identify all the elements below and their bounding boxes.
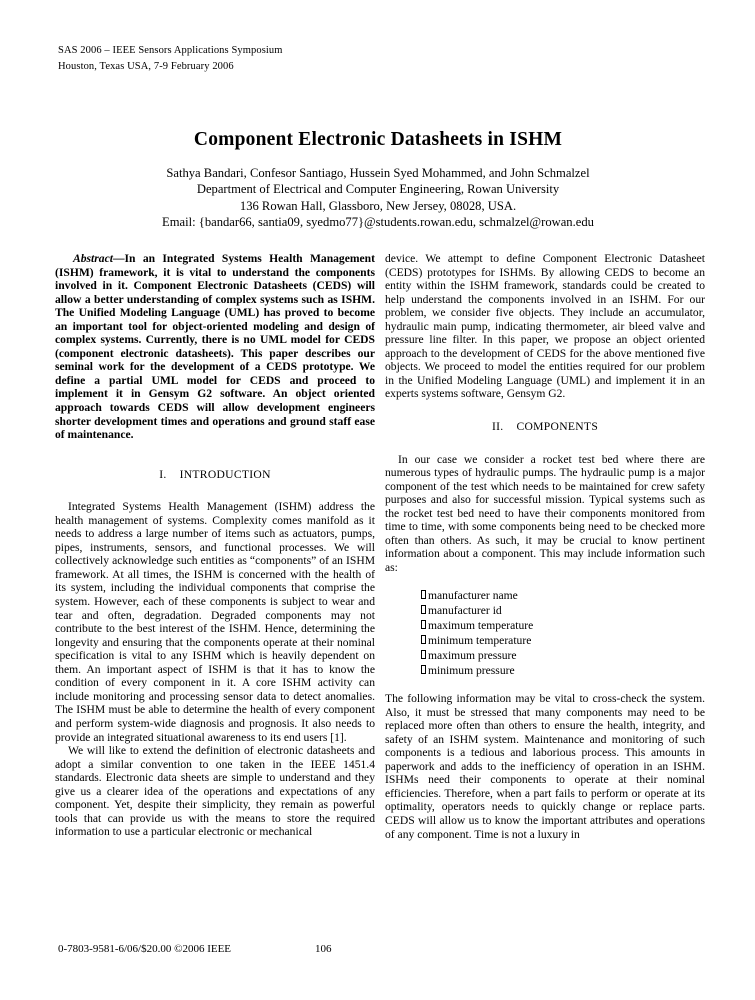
section-heading-introduction [55,468,375,482]
intro-paragraph-2-continued: device. We attempt to define Component Electronic Datasheet (CEDS) prototypes for ISHMs. By allowing CEDS to become an entity within the ISHM framework, standards could be created to help understand the components involved in an ISHM. For our problem, we consider five objects. They include an accumulator, hydraulic main pump, indicating thermometer, air bleed valve and pressure line filter. In this paper, we propose an object oriented approach to the development of CEDS for the above mentioned five objects. We proceed to model the entities required for our problem in the Unified Modeling Language (UML) and implement it in an experts systems software, Gensym G2. [385,252,705,401]
bullet-box-icon [421,650,426,659]
list-item [421,648,705,663]
footer-page-number: 106 [315,943,332,955]
section-title: INTRODUCTION [179,467,271,481]
bullet-box-icon [421,590,426,599]
conference-location-date: Houston, Texas USA, 7-9 February 2006 [58,60,234,72]
spacer [55,481,375,500]
bullet-box-icon [421,635,426,644]
list-item-label: minimum pressure [428,664,515,678]
list-item-label: manufacturer id [428,604,502,618]
list-item-label: maximum temperature [428,619,534,633]
footer-copyright: 0-7803-9581-6/06/$20.00 ©2006 IEEE [58,943,232,955]
spacer [385,434,705,453]
components-paragraph-2: The following information may be vital to cross-check the system. Also, it must be stressed that many components may need to be replaced more often than others to ensure the health, integrity, and safety of an ISHM system. Maintenance and monitoring of such components is a tedious and laborious process. This amounts in paperwork and adds to the inefficiency of operation in an ISHM. ISHMs need their components to operate at their nominal efficiencies. Therefore, when a part fails to perform or operate at its optimality, operators needs to quickly change or replace parts. CEDS will allow us to know the important attributes and operations of any component. Time is not a luxury in [385,692,705,841]
conference-name: SAS 2006 – IEEE Sensors Applications Symposium [58,45,283,56]
section-heading-components [385,420,705,434]
column-left [55,252,375,839]
intro-paragraph-2: We will like to extend the definition of electronic datasheets and adopt a similar convention to one taken in the IEEE 1451.4 standards. Electronic data sheets are simple to understand and they give us a clearer idea of the operations and expectations of any component. Yet, despite their simplicity, they remain as powerful tools that can provide us with the means to store the required information to use a particular electronic or mechanical [55,744,375,839]
conference-header [58,43,283,74]
list-item [421,588,705,603]
list-item [421,618,705,633]
spacer [385,679,705,693]
spacer [385,401,705,420]
abstract-text: In an Integrated Systems Health Management (ISHM) framework, it is vital to understand the components involved in it. Component Electronic Datasheets (CEDS) will allow a better understanding of complex systems such as ISHM. The Unified Modeling Language (UML) has proved to become an important tool for object-oriented modeling and design of complex systems. Currently, there is no UML model for CEDS (component electronic datasheets). This paper describes our seminal work for the development of a CEDS prototype. We define a partial UML model for CEDS and proceed to implement it in Gensym G2 software. An object oriented approach towards CEDS will allow development engineers shorter development times and operations and ground staff ease of maintenance. [55,252,375,442]
list-item [421,603,705,618]
column-right [385,252,705,841]
section-number: I. [159,467,167,481]
list-item-label: manufacturer name [428,588,518,602]
page-title: Component Electronic Datasheets in ISHM [193,129,563,150]
spacer [385,574,705,588]
abstract-label: Abstract— [73,252,125,265]
author-email: Email: {bandar66, santia09, syedmo77}@students.rowan.edu, schmalzel@rowan.edu [162,215,594,230]
list-item-label: maximum pressure [428,649,517,663]
author-block [58,165,698,231]
bullet-box-icon [421,665,426,674]
bullet-box-icon [421,620,426,629]
author-names: Sathya Bandari, Confesor Santiago, Hussein Syed Mohammed, and John Schmalzel [166,166,590,180]
section-number: II. [491,420,504,434]
list-item [421,663,705,678]
list-item-label: minimum temperature [428,634,532,648]
author-address: 136 Rowan Hall, Glassboro, New Jersey, 08028, USA. [239,198,517,213]
spacer [55,442,375,468]
author-department: Department of Electrical and Computer Engineering, Rowan University [196,182,560,197]
list-item [421,633,705,648]
intro-paragraph-1: Integrated Systems Health Management (ISHM) address the health management of systems. Complexity comes manifold as it needs to address a large number of items such as actuators, pumps, pipes, instruments, sensors, and functional processes. We will collectively acknowledge such entities as “components” of an ISHM framework. At all times, the ISHM is concerned with the health of its system, including the individual components that comprise the system. However, each of these components is subject to wear and tear and often, degradation. Degraded components may not contribute to the best interest of the ISHM. Hence, determining the longevity and ensuring that the components operate at their nominal specification is vital to any ISHM which is heavily dependent on them. An important aspect of ISHM is that it has to know the condition of every component in it. A core ISHM activity can include monitoring and processing sensor data to detect anomalies. The ISHM must be able to determine the health of every component and perform system-wide diagnosis and prognosis. It also needs to provide an integrated situational awareness to its end users [1]. [55,500,375,744]
section-title: COMPONENTS [516,420,599,434]
bullet-box-icon [421,605,426,614]
components-paragraph-1: In our case we consider a rocket test bed where there are numerous types of hydraulic pumps. The hydraulic pump is a major component of the test which needs to be maintained for crew safety purposes and also for successful mission. Typical systems such as the rocket test bed need to have their components monitored from time to time, with some components being need to be checked more often than others. As such, it may be crucial to know pertinent information about a component. This may include information such as: [385,452,705,574]
component-attributes-list [385,588,705,679]
abstract-paragraph [55,252,375,442]
